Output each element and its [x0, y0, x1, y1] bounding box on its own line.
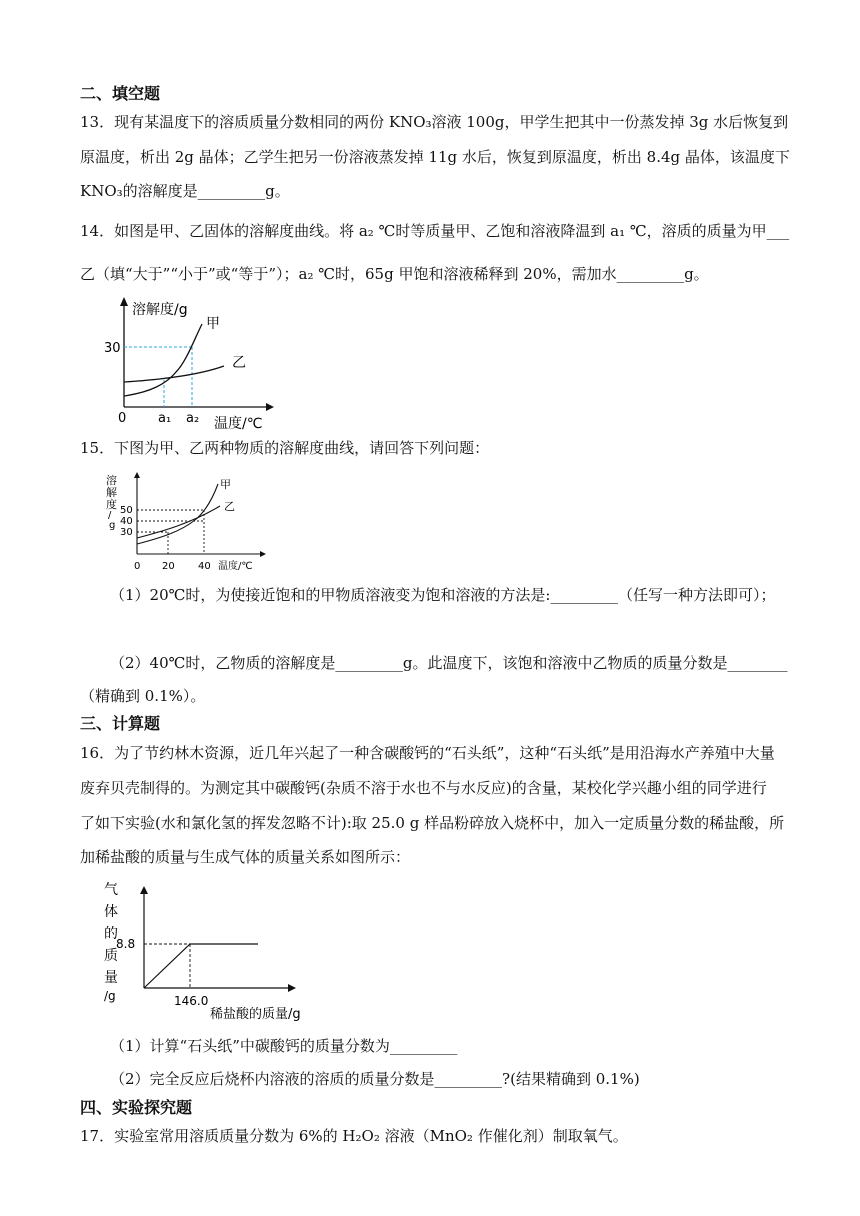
- section-heading-fill-blank: 二、填空题: [80, 84, 161, 103]
- x-axis-label: 温度/℃: [214, 416, 263, 432]
- section-heading-experiment: 四、实验探究题: [80, 1098, 193, 1117]
- y-label-char-5: 量: [104, 970, 118, 986]
- q17-line-1: 17．实验室常用溶质质量分数为 6%的 H₂O₂ 溶液（MnO₂ 作催化剂）制取氧气。: [80, 1127, 628, 1145]
- q13-line-3: KNO₃的溶解度是_________g。: [80, 182, 290, 200]
- series-label-jia: 甲: [206, 316, 220, 332]
- q16-line-1: 16．为了节约林木资源，近几年兴起了一种含碳酸钙的“石头纸”，这种“石头纸”是用沿海水产养殖中大量: [80, 744, 775, 762]
- x-axis-label: 温度/℃: [218, 561, 253, 572]
- q15-solubility-graph: [100, 472, 275, 582]
- y-label-char-6: /g: [104, 989, 116, 1003]
- x-tick-0: 0: [134, 561, 141, 572]
- y-label-char-4: /: [108, 510, 112, 521]
- y-label-char-2: 体: [104, 904, 118, 920]
- q15-part-2-line-1: （2）40℃时，乙物质的溶解度是_________g。此温度下，该饱和溶液中乙物质的质量分数是________: [110, 654, 788, 672]
- q13-line-1: 13．现有某温度下的溶质质量分数相同的两份 KNO₃溶液 100g，甲学生把其中一份蒸发掉 3g 水后恢复到: [80, 113, 789, 131]
- reaction-line: [144, 944, 258, 988]
- y-label-char-2: 解: [106, 486, 117, 499]
- y-label-char-4: 质: [104, 948, 118, 964]
- x-tick-a1: a₁: [158, 411, 172, 426]
- q14-solubility-graph: [96, 292, 286, 432]
- x-axis-arrow: [266, 403, 274, 411]
- q16-line-2: 废弃贝壳制得的。为测定其中碳酸钙(杂质不溶于水也不与水反应)的含量，某校化学兴趣小组的同学进行: [80, 779, 767, 797]
- q15-part-1: （1）20℃时，为使接近饱和的甲物质溶液变为饱和溶液的方法是:_________（任写一种方法即可）；: [110, 586, 776, 604]
- x-tick-20: 20: [162, 561, 175, 572]
- section-heading-calculation: 三、计算题: [80, 714, 161, 733]
- q16-line-3: 了如下实验(水和氯化氢的挥发忽略不计):取 25.0 g 样品粉碎放入烧杯中，加入一定质量分数的稀盐酸，所: [80, 814, 785, 832]
- q14-line-2: 乙（填“大于”“小于”或“等于”）；a₂ ℃时，65g 甲饱和溶液稀释到 20%，需加水_________g。: [80, 265, 709, 283]
- y-label-char-5: g: [109, 520, 116, 531]
- y-tick-30: 30: [104, 341, 121, 356]
- curve-yi: [137, 506, 220, 538]
- q15-part-2-line-2: （精确到 0.1%）。: [80, 687, 206, 705]
- y-axis-arrow: [134, 472, 140, 478]
- y-label-char-3: 度: [106, 498, 117, 511]
- q16-gas-mass-graph: [98, 878, 318, 1023]
- x-axis-arrow: [260, 551, 266, 557]
- x-tick-146: 146.0: [174, 994, 209, 1008]
- y-label-char-3: 的: [104, 926, 118, 942]
- q15-line-1: 15．下图为甲、乙两种物质的溶解度曲线，请回答下列问题：: [80, 439, 490, 457]
- y-axis-arrow: [120, 297, 128, 306]
- x-axis-arrow: [288, 984, 296, 992]
- curve-jia: [124, 324, 202, 396]
- y-label-char-1: 溶: [106, 474, 117, 487]
- x-axis-label: 稀盐酸的质量/g: [210, 1007, 301, 1022]
- y-tick-50: 50: [120, 505, 133, 516]
- series-label-yi: 乙: [232, 355, 246, 371]
- y-tick-40: 40: [120, 516, 133, 527]
- y-label-char-1: 气: [104, 882, 118, 898]
- y-axis-arrow: [140, 886, 148, 894]
- x-tick-40: 40: [198, 561, 211, 572]
- q16-line-4: 加稀盐酸的质量与生成气体的质量关系如图所示：: [80, 848, 411, 866]
- series-label-jia: 甲: [220, 478, 231, 491]
- x-tick-a2: a₂: [186, 411, 200, 426]
- y-axis-label: 溶解度/g: [132, 302, 188, 318]
- origin-label: 0: [118, 411, 127, 426]
- q13-line-2: 原温度，析出 2g 晶体；乙学生把另一份溶液蒸发掉 11g 水后，恢复到原温度，析出 8.4g 晶体，该温度下: [80, 148, 790, 166]
- y-tick-8.8: 8.8: [116, 937, 136, 951]
- q16-part-1: （1）计算“石头纸”中碳酸钙的质量分数为_________: [110, 1037, 458, 1055]
- q14-line-1: 14．如图是甲、乙固体的溶解度曲线。将 a₂ ℃时等质量甲、乙饱和溶液降温到 a₁ ℃，溶质的质量为甲___: [80, 222, 790, 240]
- q16-part-2: （2）完全反应后烧杯内溶液的溶质的质量分数是_________?(结果精确到 0.1%): [110, 1070, 640, 1088]
- y-tick-30: 30: [120, 527, 133, 538]
- series-label-yi: 乙: [224, 500, 235, 513]
